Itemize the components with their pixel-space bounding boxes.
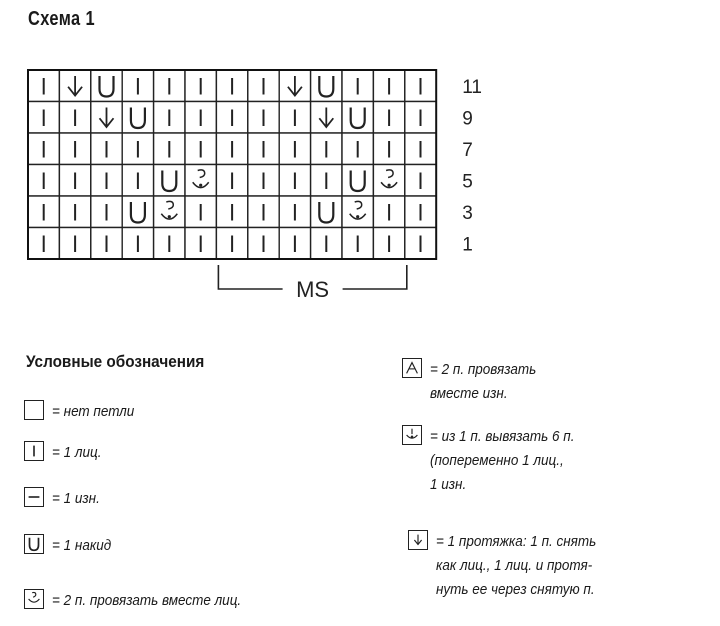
- chart-cell-inc6: [185, 165, 216, 197]
- chart-cell-yo: [342, 102, 373, 134]
- chart-cell-k: [248, 70, 279, 102]
- chart-cell-k: [373, 102, 404, 134]
- chart-cell-dec: [279, 70, 310, 102]
- chart-cell-k: [185, 196, 216, 228]
- decrease-arrow-icon: [408, 530, 428, 550]
- row-number-label: 9: [462, 108, 473, 130]
- chart-cell-k: [91, 133, 122, 165]
- chart-cell-k: [154, 102, 185, 134]
- knitting-chart: [0, 0, 720, 300]
- row-number-label: 1: [462, 234, 473, 256]
- chart-cell-k: [185, 70, 216, 102]
- chart-cell-dec: [311, 102, 342, 134]
- chart-cell-k: [28, 133, 59, 165]
- chart-cell-yo: [122, 102, 153, 134]
- legend-item-empty: [24, 400, 143, 424]
- row-number-label: 11: [462, 76, 482, 98]
- chart-cell-k: [248, 228, 279, 260]
- legend-text-purl: = 1 изн.: [52, 490, 100, 507]
- chart-cell-k: [373, 70, 404, 102]
- chart-cell-k: [154, 70, 185, 102]
- chart-cell-dec: [91, 102, 122, 134]
- chart-cell-k: [248, 102, 279, 134]
- chart-cell-k: [122, 133, 153, 165]
- chart-cell-k: [279, 165, 310, 197]
- chart-cell-yo: [91, 70, 122, 102]
- purl-stitch-icon: [24, 487, 44, 507]
- yarn-over-icon: [24, 534, 44, 554]
- chart-cell-k: [279, 228, 310, 260]
- chart-cell-k: [28, 228, 59, 260]
- chart-cell-k: [342, 133, 373, 165]
- chart-cell-dec: [59, 70, 90, 102]
- chart-cell-k: [216, 228, 247, 260]
- chart-cell-k: [185, 102, 216, 134]
- chart-cell-k: [405, 70, 436, 102]
- knit-stitch-icon: [24, 441, 44, 461]
- repeat-label: MS: [296, 277, 330, 300]
- chart-cell-k: [248, 196, 279, 228]
- chart-cell-k: [342, 70, 373, 102]
- chart-cell-k: [311, 133, 342, 165]
- chart-cell-k: [28, 70, 59, 102]
- legend-item-p2tog: [402, 358, 548, 406]
- chart-cell-k: [122, 165, 153, 197]
- legend-text-inc6: = из 1 п. вывязать 6 п. (попеременно 1 лиц., 1 изн.: [430, 428, 575, 493]
- legend-item-yarn-over: [24, 534, 118, 558]
- legend-text-decrease: = 1 протяжка: 1 п. снять как лиц., 1 лиц. и протя- нуть ее через снятую п.: [436, 533, 597, 598]
- chart-cell-k: [405, 165, 436, 197]
- legend-item-inc6: [402, 425, 591, 497]
- chart-cell-k: [154, 133, 185, 165]
- chart-cell-k: [216, 102, 247, 134]
- p2tog-icon: [402, 358, 422, 378]
- chart-cell-k: [91, 196, 122, 228]
- chart-cell-k: [122, 228, 153, 260]
- legend-item-knit: [24, 441, 107, 465]
- chart-cell-inc6: [154, 196, 185, 228]
- chart-cell-k: [185, 133, 216, 165]
- chart-cell-k: [248, 165, 279, 197]
- chart-cell-k: [28, 196, 59, 228]
- chart-cell-yo: [122, 196, 153, 228]
- chart-cell-k: [185, 228, 216, 260]
- chart-cell-yo: [311, 196, 342, 228]
- chart-cell-inc6: [342, 196, 373, 228]
- chart-cell-k: [91, 165, 122, 197]
- chart-cell-k: [311, 228, 342, 260]
- chart-cell-k: [216, 165, 247, 197]
- chart-cell-k: [311, 165, 342, 197]
- chart-cell-k: [59, 102, 90, 134]
- legend-text-yarn-over: = 1 накид: [52, 537, 112, 554]
- legend-text-p2tog: = 2 п. провязать вместе изн.: [430, 361, 537, 402]
- empty-cell-icon: [24, 400, 44, 420]
- chart-cell-k: [59, 196, 90, 228]
- chart-cell-k: [405, 133, 436, 165]
- chart-cell-yo: [154, 165, 185, 197]
- chart-cell-k: [342, 228, 373, 260]
- chart-cell-k: [216, 196, 247, 228]
- chart-cell-k: [373, 228, 404, 260]
- chart-cell-k: [28, 165, 59, 197]
- chart-cell-k: [59, 133, 90, 165]
- chart-cell-yo: [342, 165, 373, 197]
- chart-cell-k: [279, 196, 310, 228]
- chart-cell-k: [405, 102, 436, 134]
- chart-cell-k: [405, 228, 436, 260]
- row-number-label: 7: [462, 139, 473, 161]
- k2tog-icon: [24, 589, 44, 609]
- chart-cell-k: [216, 70, 247, 102]
- legend-text-empty: = нет петли: [52, 403, 135, 420]
- chart-cell-k: [216, 133, 247, 165]
- chart-cell-k: [373, 196, 404, 228]
- chart-cell-k: [279, 133, 310, 165]
- row-number-label: 5: [462, 171, 473, 193]
- chart-cell-k: [59, 165, 90, 197]
- chart-cell-k: [248, 133, 279, 165]
- chart-cell-inc6: [373, 165, 404, 197]
- increase-six-icon: [402, 425, 422, 445]
- chart-cell-k: [59, 228, 90, 260]
- legend-heading: Условные обозначения: [26, 352, 205, 371]
- chart-cell-k: [122, 70, 153, 102]
- chart-cell-k: [91, 228, 122, 260]
- chart-cell-k: [373, 133, 404, 165]
- legend-item-decrease: [408, 530, 614, 602]
- legend-text-k2tog: = 2 п. провязать вместе лиц.: [52, 592, 242, 609]
- chart-cell-yo: [311, 70, 342, 102]
- legend-item-purl: [24, 487, 105, 511]
- chart-cell-k: [28, 102, 59, 134]
- chart-title: Схема 1: [28, 8, 96, 30]
- legend-item-k2tog: [24, 589, 262, 613]
- chart-cell-k: [405, 196, 436, 228]
- legend-text-knit: = 1 лиц.: [52, 444, 102, 461]
- chart-cell-k: [279, 102, 310, 134]
- chart-cell-k: [154, 228, 185, 260]
- row-number-label: 3: [462, 202, 473, 224]
